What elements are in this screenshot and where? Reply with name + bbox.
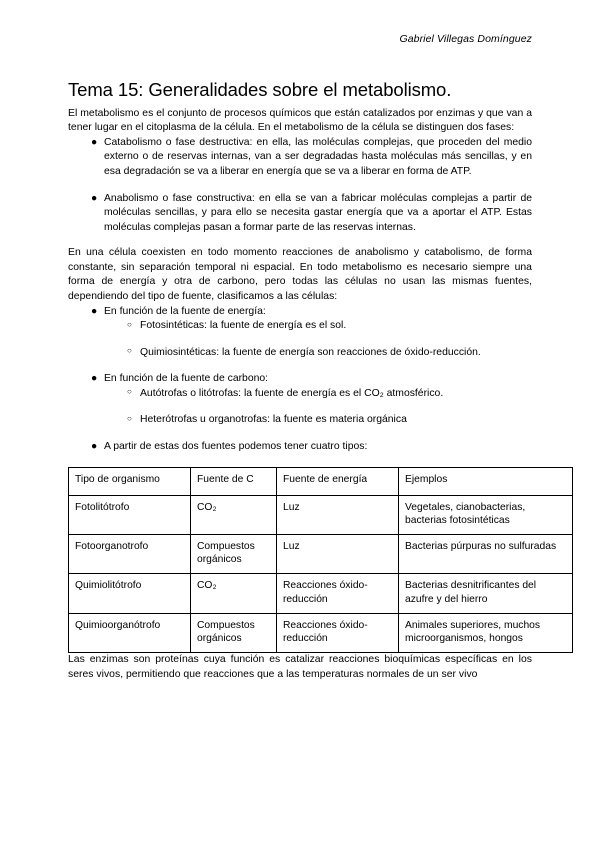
list-item-label: En función de la fuente de carbono: xyxy=(104,373,269,385)
table-row xyxy=(69,534,573,573)
bullet-hollow-icon: ○ xyxy=(127,319,132,329)
list-item xyxy=(68,136,532,180)
list-item xyxy=(68,192,532,236)
table-row xyxy=(69,468,573,495)
list-item xyxy=(104,319,532,334)
list-item-label: Autótrofas o litótrofas: la fuente de energía es el CO₂ atmosférico. xyxy=(140,387,444,399)
column-header-energy-source: Fuente de energía xyxy=(277,468,399,495)
bullet-icon: ● xyxy=(91,373,98,385)
carbon-source-sublist xyxy=(104,387,532,428)
cell-energy-source: Luz xyxy=(277,534,399,573)
cell-energy-source: Reacciones óxido-reducción xyxy=(277,574,399,613)
coexistence-paragraph: En una célula coexisten en todo momento reacciones de anabolismo y catabolismo, de forma constante, sin separación temporal ni espacial. En todo metabolismo es necesario siempre una forma de energía y otra de carbono, pero todas las células no usan las mismas fuentes, dependiendo del tipo de fuente, clasificamos a las células: xyxy=(68,247,532,302)
cell-carbon-source: CO₂ xyxy=(191,574,277,613)
bullet-hollow-icon: ○ xyxy=(127,413,132,423)
column-header-organism: Tipo de organismo xyxy=(69,468,191,495)
intro-paragraph: El metabolismo es el conjunto de procesos químicos que están catalizados por enzimas y que van a tener lugar en el citoplasma de la célula. En el metabolismo de la célula se distinguen dos fases: xyxy=(68,107,532,134)
list-item xyxy=(104,387,532,402)
bullet-icon: ● xyxy=(91,440,98,452)
cell-organism: Fotolitótrofo xyxy=(69,495,191,534)
list-item-label: En función de la fuente de energía: xyxy=(104,305,266,317)
bullet-icon: ● xyxy=(91,136,98,148)
list-item xyxy=(104,346,532,361)
organism-types-table xyxy=(68,467,573,653)
list-item-label: Anabolismo o fase constructiva: en ella se van a fabricar moléculas complejas a partir de moléculas sencillas, y para ello se necesita gastar energía que va a aportar el ATP. Estas moléculas complejas pasan a formar parte de las reservas internas. xyxy=(104,192,532,233)
cell-carbon-source: Compuestos orgánicos xyxy=(191,534,277,573)
cell-examples: Vegetales, cianobacterias, bacterias fotosintéticas xyxy=(399,495,573,534)
cell-organism: Quimiolitótrofo xyxy=(69,574,191,613)
bullet-icon: ● xyxy=(91,192,98,204)
bullet-hollow-icon: ○ xyxy=(127,346,132,356)
closing-paragraph: Las enzimas son proteínas cuya función es catalizar reacciones bioquímicas específicas en los seres vivos, permitiendo que reacciones que a las temperaturas normales de un ser vivo xyxy=(68,654,532,680)
table-row xyxy=(69,495,573,534)
list-item-label: Catabolismo o fase destructiva: en ella, las moléculas complejas, que proceden del medio externo o de reservas internas, van a ser degradadas hasta moléculas más sencillas, y en esa degradación se va a liberar en energía que se va a liberar en forma de ATP. xyxy=(104,136,532,178)
page-title: Tema 15: Generalidades sobre el metabolismo. xyxy=(68,78,452,100)
energy-source-sublist xyxy=(104,319,532,360)
list-item-label: Fotosintéticas: la fuente de energía es el sol. xyxy=(140,320,347,332)
table-header xyxy=(69,468,573,495)
cell-organism: Fotoorganotrofo xyxy=(69,534,191,573)
list-item-label: Heterótrofas u organotrofas: la fuente es materia orgánica xyxy=(140,414,407,426)
bullet-hollow-icon: ○ xyxy=(127,387,132,397)
list-item xyxy=(68,372,532,428)
cell-carbon-source: Compuestos orgánicos xyxy=(191,613,277,652)
list-item-label: A partir de estas dos fuentes podemos tener cuatro tipos: xyxy=(104,440,368,452)
cell-energy-source: Reacciones óxido-reducción xyxy=(277,613,399,652)
cell-carbon-source: CO₂ xyxy=(191,495,277,534)
classification-list xyxy=(68,305,532,455)
list-item xyxy=(104,413,532,428)
list-item xyxy=(68,440,532,455)
list-item-label: Quimiosintéticas: la fuente de energía son reacciones de óxido-reducción. xyxy=(140,346,481,358)
cell-examples: Animales superiores, muchos microorganismos, hongos xyxy=(399,613,573,652)
cell-energy-source: Luz xyxy=(277,495,399,534)
column-header-carbon-source: Fuente de C xyxy=(191,468,277,495)
cell-examples: Bacterias púrpuras no sulfuradas xyxy=(399,534,573,573)
table-row xyxy=(69,613,573,652)
table-body xyxy=(69,495,573,652)
column-header-examples: Ejemplos xyxy=(399,468,573,495)
list-item xyxy=(68,305,532,361)
table-row xyxy=(69,574,573,613)
phases-list xyxy=(68,136,532,235)
bullet-icon: ● xyxy=(91,305,98,317)
cell-examples: Bacterias desnitrificantes del azufre y del hierro xyxy=(399,574,573,613)
cell-organism: Quimioorganótrofo xyxy=(69,613,191,652)
document-author-header: Gabriel Villegas Domínguez xyxy=(399,33,532,45)
